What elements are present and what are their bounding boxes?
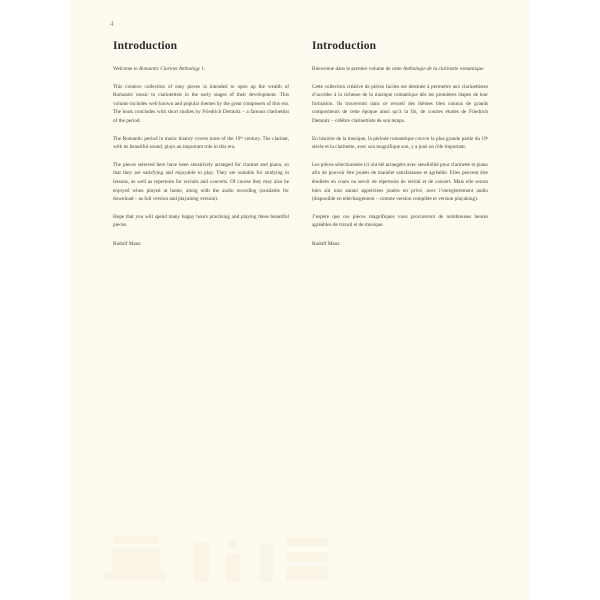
book-page	[70, 0, 530, 600]
paragraph-french-4: J’espère que ces pièces magnifiques vous procureront de nombreuses heures agréables de travail et de musique.	[312, 213, 488, 229]
work-title-english: Romantic Clarinet Anthology 1	[139, 66, 204, 72]
paragraph-english-3: The pieces selected here have been sensitively arranged for clarinet and piano, so that they are satisfying and enjoyable to play. They are suitable for studying in lessons, as well as repertoire for recitals and concerts. Of course they may also be enjoyed when played at home, along with the audio recording (available for download – as full version and playalong version).	[113, 161, 289, 203]
paragraph-english-2: The Romantic period in music history covers most of the 19ᵗʰ century. The clarinet, with its beautiful sound, plays an important role in this era.	[113, 135, 289, 151]
paragraph-english-4: Hope that you will spend many happy hours practising and playing these beautiful pieces.	[113, 213, 289, 229]
heading-introduction-french: Introduction	[312, 40, 377, 52]
greeting-suffix-english: .	[203, 66, 206, 72]
greeting-suffix-french: .	[483, 66, 485, 72]
signature-french: Rudolf Mauz	[312, 240, 340, 247]
paragraph-french-1: Cette collection créative de pièces faciles est destinée à permettre aux clarinettistes d’accéder à la richesse de la musique romantique dès les premières étapes de leur formation. Ils trouveront dans ce recueil des thèmes bien connus de grands compositeurs de cette époque ainsi qu’à la fin, de courtes études de Friedrich Demnitz – célèbre clarinettiste de son temps.	[312, 83, 488, 124]
heading-introduction-english: Introduction	[113, 40, 178, 52]
greeting-french	[312, 65, 488, 74]
paragraph-french-3: Les pièces sélectionnées ici ont été arrangées avec sensibilité pour clarinette et piano afin de pouvoir être jouées de manière satisfaisante et agréable. Elles peuvent être étudiées en cours ou servir de répertoire de récital et de concert. Mais elle seront bien sûr tout autant appréciées jouées en privé, avec l’enregistrement audio (disponible en téléchargement – comme version complète et version playalong).	[312, 161, 489, 203]
paragraph-french-2: En histoire de la musique, la période romantique couvre la plus grande partie du 19ᵉ siècle et la clarinette, avec son magnifique son, y a joué un rôle important.	[312, 135, 488, 151]
greeting-prefix-french: Bienvenue dans le premier volume de cette	[312, 66, 403, 72]
page-watermark	[90, 532, 510, 590]
work-title-french: Anthologie de la clarinette romantique	[402, 66, 484, 72]
column-french	[312, 40, 488, 249]
paragraph-english-1: This creative collection of easy pieces is intended to open up the wealth of Romantic music to clarinettists in the early stages of their development. This volume includes well known and popular themes by the great composers of this era. The book concludes with short studies by Friedrich Demnitz – a famous clarinettist of the period.	[113, 83, 289, 124]
column-english	[113, 40, 289, 249]
signature-english: Rudolf Mauz	[113, 240, 141, 247]
page-number: 4	[110, 19, 114, 28]
greeting-prefix-english: Welcome to	[113, 66, 140, 72]
greeting-english	[113, 65, 289, 74]
